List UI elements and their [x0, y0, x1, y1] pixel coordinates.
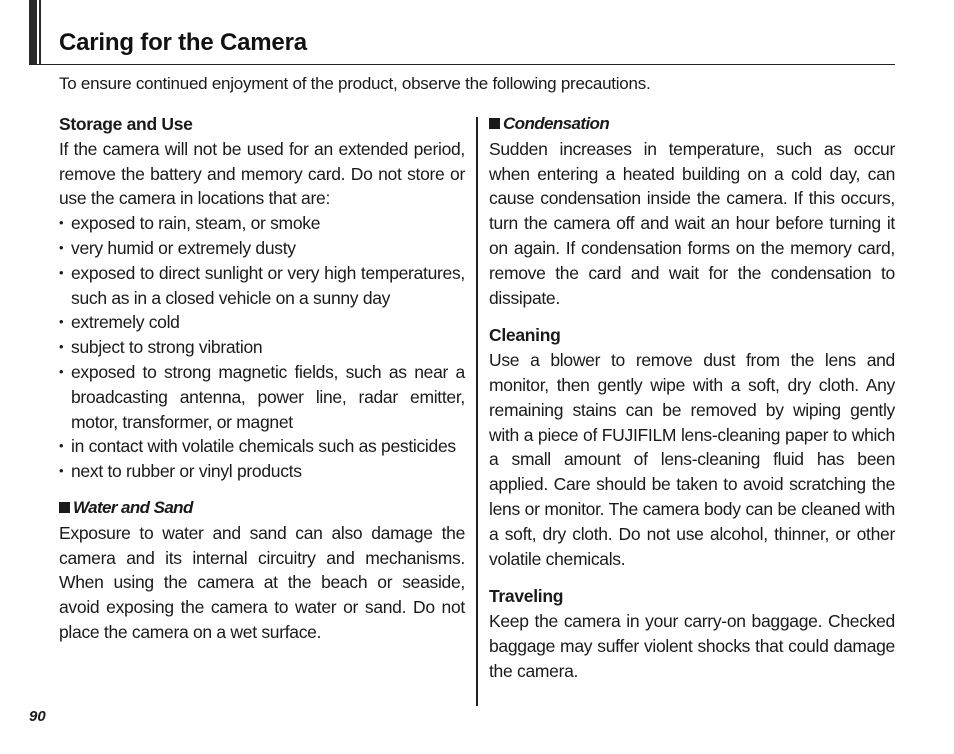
- title-rule: [29, 64, 895, 65]
- list-item: • in contact with volatile chemicals such as pesticides: [59, 434, 465, 459]
- water-heading: [59, 496, 465, 521]
- list-item: • subject to strong vibration: [59, 335, 465, 360]
- cleaning-heading: Cleaning: [489, 325, 561, 346]
- water-text: Exposure to water and sand can also damage the camera and its internal circuitry and mechanisms. When using the camera at the beach or seaside, avoid exposing the camera to water or sand. Do not place the camera on a wet surface.: [59, 522, 465, 642]
- column-divider: [476, 117, 478, 706]
- condensation-section: [489, 112, 895, 310]
- left-column: [59, 112, 465, 645]
- water-heading-label: Water and Sand: [73, 497, 193, 517]
- condensation-heading: [489, 112, 895, 137]
- square-bullet-icon: [59, 502, 70, 513]
- square-bullet-icon: [489, 118, 500, 129]
- traveling-section: [489, 584, 895, 683]
- list-item: • exposed to strong magnetic fields, such as near a broadcasting antenna, power line, radar emitter, motor, transformer, or magnet: [59, 360, 465, 434]
- storage-bullet-list: [59, 211, 465, 484]
- water-section: [59, 496, 465, 645]
- list-item: • extremely cold: [59, 310, 465, 335]
- cleaning-section: [489, 323, 895, 571]
- condensation-heading-label: Condensation: [503, 114, 610, 133]
- storage-section: [59, 112, 465, 484]
- intro-text: To ensure continued enjoyment of the product, observe the following precautions.: [59, 74, 651, 93]
- cleaning-text: Use a blower to remove dust from the lens and monitor, then gently wipe with a soft, dry cloth. Any remaining stains can be removed by wiping gently with a piece of FUJIFILM lens-cleaning paper to which a small amount of lens-cleaning fluid has been applied. Care should be taken to avoid scratching the lens or monitor. The camera body can be cleaned with a soft, dry cloth. Do not use alcohol, thinner, or other volatile chemicals.: [489, 350, 895, 569]
- traveling-heading: Traveling: [489, 586, 564, 607]
- right-column: [489, 112, 895, 684]
- list-item: • very humid or extremely dusty: [59, 236, 465, 261]
- list-item: • exposed to rain, steam, or smoke: [59, 211, 465, 236]
- title-accent-bar: [29, 0, 37, 64]
- list-item: • next to rubber or vinyl products: [59, 459, 465, 484]
- page-number: 90: [29, 708, 46, 725]
- condensation-text: Sudden increases in temperature, such as occur when entering a heated building on a cold day, can cause condensation inside the camera. If this occurs, turn the camera off and wait an hour before turning it on again. If condensation forms on the memory card, remove the card and wait for the condensation to dissipate.: [489, 138, 895, 308]
- page-title: Caring for the Camera: [59, 29, 307, 56]
- storage-text: If the camera will not be used for an extended period, remove the battery and memory card. Do not store or use the camera in locations that are:: [59, 138, 465, 209]
- storage-heading: Storage and Use: [59, 114, 193, 134]
- list-item: • exposed to direct sunlight or very high temperatures, such as in a closed vehicle on a sunny day: [59, 261, 465, 311]
- traveling-text: Keep the camera in your carry-on baggage. Checked baggage may suffer violent shocks that could damage the camera.: [489, 611, 895, 681]
